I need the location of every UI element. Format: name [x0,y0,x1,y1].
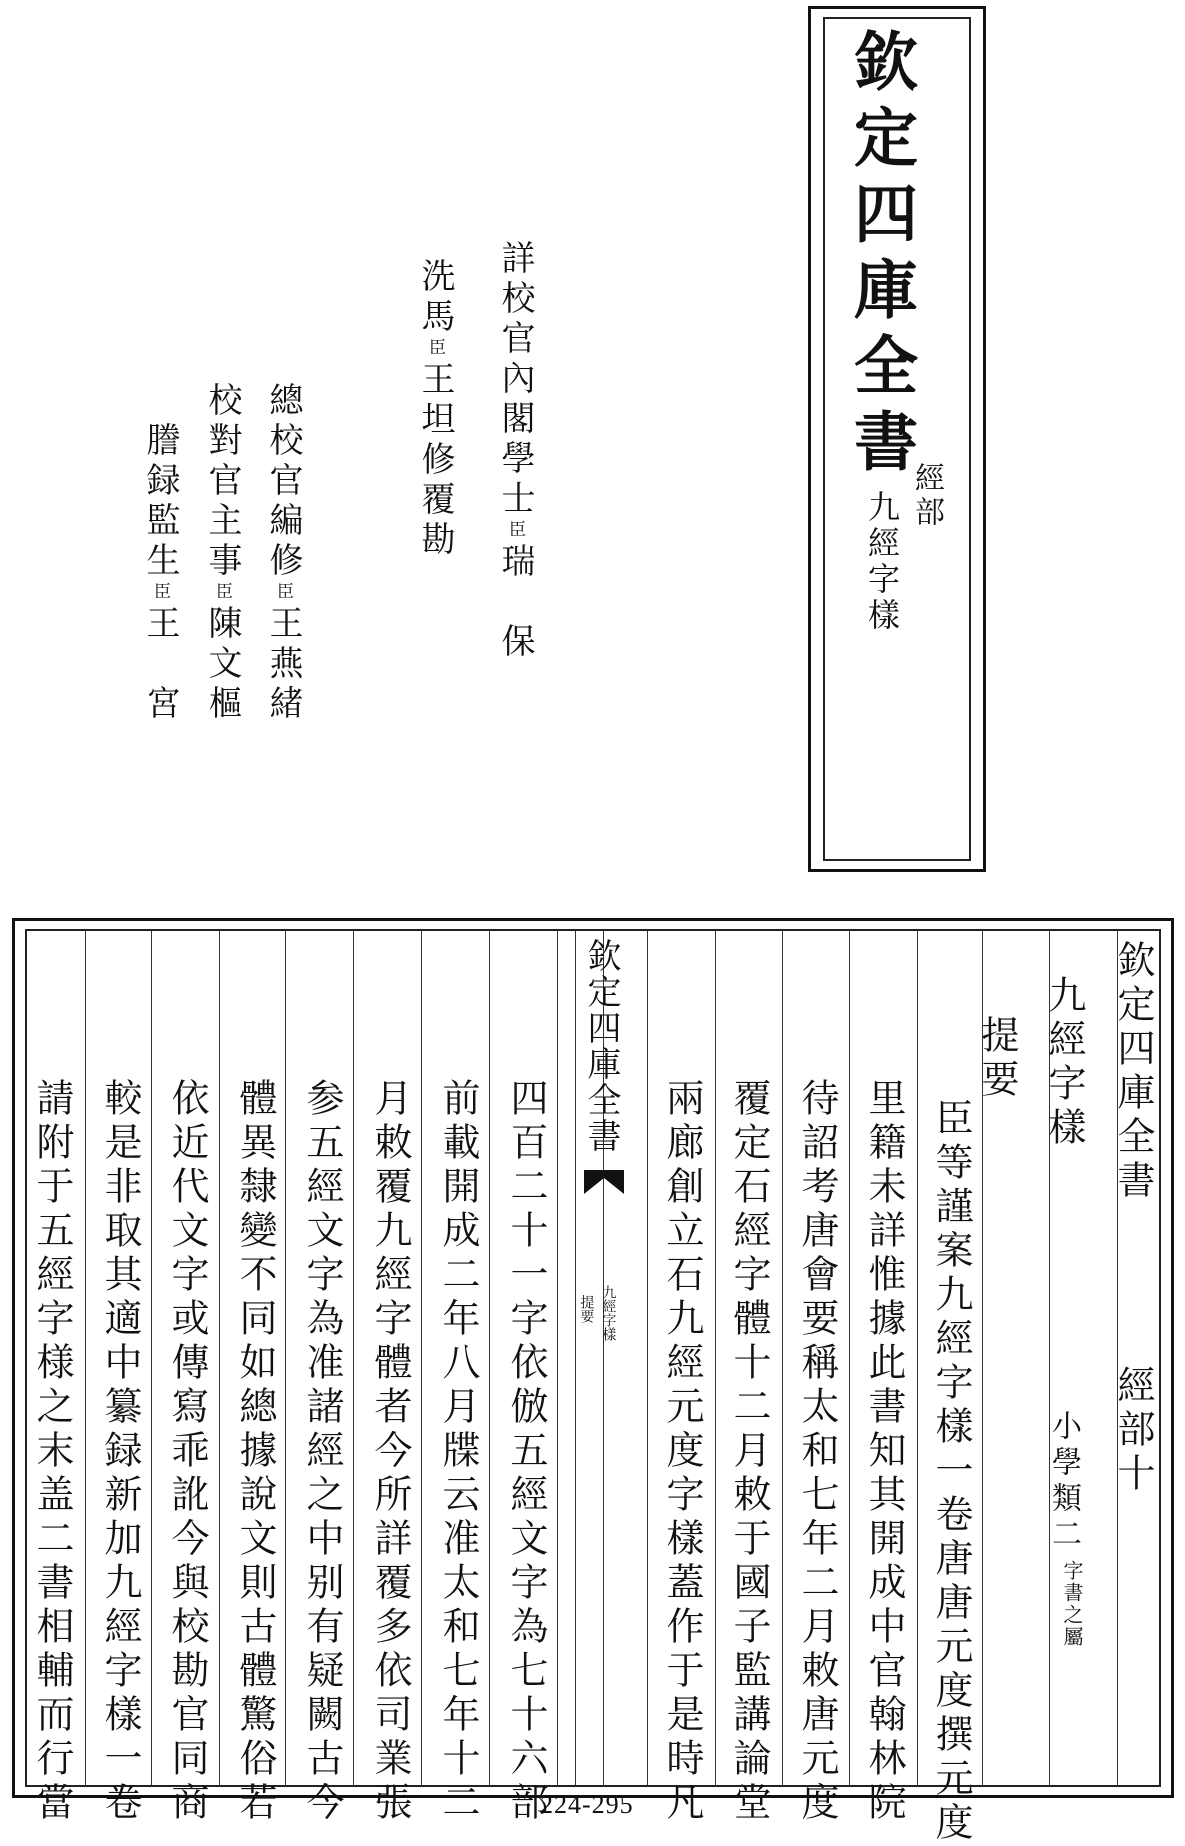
credit-name: 瑞 保 [495,543,535,663]
credit-role: 洗馬 [415,258,455,338]
credit-role: 總校官編修 [263,382,303,582]
credit-name: 王坦修覆勘 [415,361,455,561]
page-category: 小學類二 [1046,1410,1081,1554]
text-line: 前載開成二年八月牒云准太和七年十二 [436,1078,480,1826]
column-rule [489,931,490,1785]
text-line: 待詔考唐會要稱太和七年二月敕唐元度 [795,1078,839,1826]
column-rule [353,931,354,1785]
column-rule [285,931,286,1785]
credit-name: 王燕緒 [263,605,303,725]
fold-abstract-label: 提要 [578,1295,595,1323]
text-line: 臣等謹案九經字樣一卷唐唐元度撰元度 [929,1098,973,1846]
credit-name: 陳文樞 [202,605,242,725]
text-line: 月敕覆九經字體者今所詳覆多依司業張 [368,1078,412,1826]
credit-mark: 臣 [273,582,293,605]
credit-collator [202,382,242,725]
page-book-title: 九經字樣 [1042,975,1086,1151]
page-header-title: 欽定四庫全書 [1111,940,1155,1204]
column-rule [715,931,716,1785]
credit-proofreader-chief [495,240,535,663]
slip-book-title: 九經字樣 [863,490,901,634]
column-rule [917,931,918,1785]
text-line: 参五經文字為准諸經之中别有疑闕古今 [300,1078,344,1826]
text-line: 覆定石經字體十二月敕于國子監講論堂 [727,1078,771,1826]
fish-tail-mark-icon [584,1170,624,1194]
slip-section-label: 經部 [909,462,944,530]
book-series-title: 欽定四庫全書 [843,28,918,484]
credit-role: 謄録監生 [140,422,180,582]
credit-role: 詳校官內閣學士 [495,240,535,520]
credit-reviewer [415,258,455,561]
credit-mark: 臣 [212,582,232,605]
fold-book-title: 九經字樣 [600,1285,617,1341]
fold-series-title: 欽定四庫全書 [581,938,621,1154]
credit-role: 校對官主事 [202,382,242,582]
column-rule [85,931,86,1785]
column-rule [849,931,850,1785]
text-line: 體異隸變不同如總據說文則古體驚俗若 [233,1078,277,1826]
page-subcategory: 字書之屬 [1060,1560,1084,1648]
column-rule [575,931,576,1785]
credit-mark: 臣 [505,520,525,543]
credit-chief-editor [263,382,303,725]
column-rule [782,931,783,1785]
column-rule [151,931,152,1785]
credit-mark: 臣 [425,338,445,361]
text-line: 兩廊創立石九經元度字樣蓋作于是時凡 [660,1078,704,1826]
text-line: 請附于五經字様之末盖二書相輔而行當 [30,1078,74,1826]
page-section-label: 經部十 [1111,1365,1155,1497]
text-line: 依近代文字或傳寫乖訛今與校勘官同商 [165,1078,209,1826]
text-line: 里籍未詳惟據此書知其開成中官翰林院 [862,1078,906,1826]
column-rule [557,931,558,1785]
column-rule [219,931,220,1785]
credit-copyist [140,422,180,725]
credit-name: 王 宮 [140,605,180,725]
page-number: 224-295 [540,1790,634,1819]
text-line: 四百二十一字依倣五經文字為七十六部 [504,1078,548,1826]
column-rule [421,931,422,1785]
credit-mark: 臣 [150,582,170,605]
column-rule [647,931,648,1785]
abstract-heading: 提要 [975,1015,1019,1103]
text-line: 較是非取其適中纂録新加九經字樣一卷 [98,1078,142,1826]
